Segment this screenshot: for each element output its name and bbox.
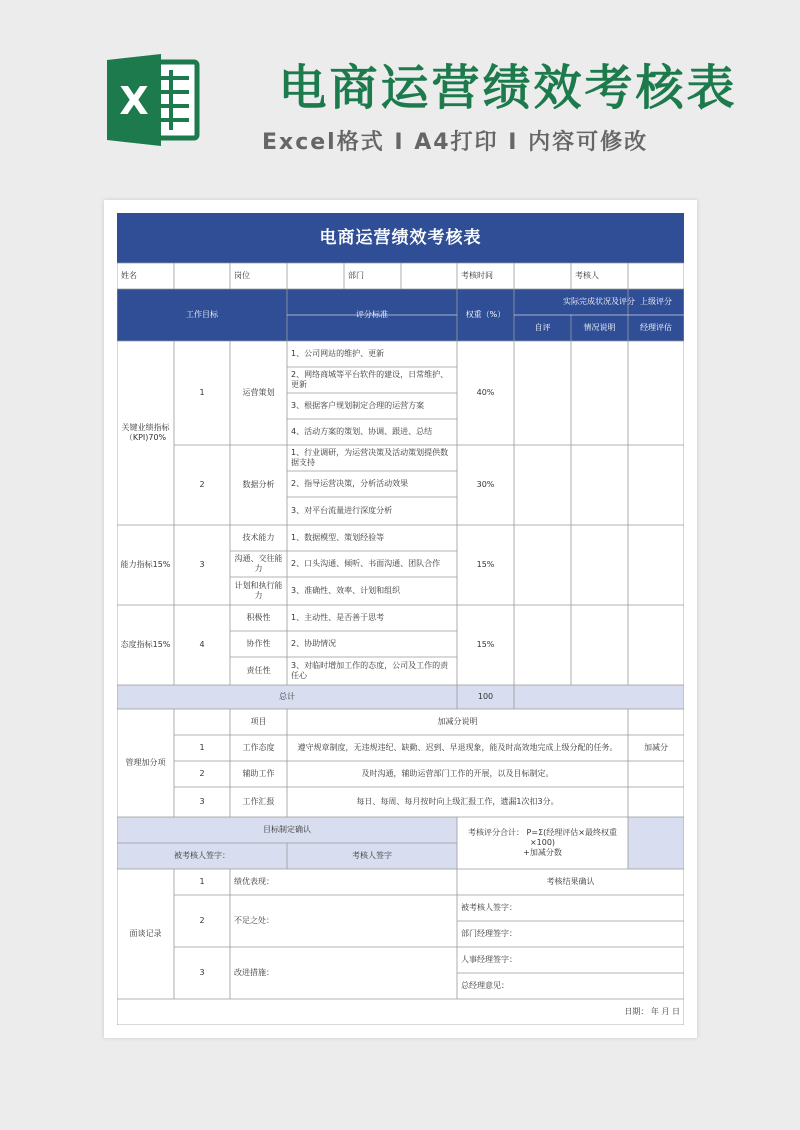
ability-no: 3 bbox=[199, 560, 205, 569]
hr-manager-sign-field: 人事经理签字： bbox=[461, 955, 517, 964]
ability-item-name: 技术能力 bbox=[242, 533, 275, 542]
bonus-label: 管理加分项 bbox=[125, 758, 166, 767]
sheet-title: 电商运营绩效考核表 bbox=[319, 228, 482, 248]
criteria-header: 评分标准 bbox=[356, 310, 388, 319]
ability-weight: 15% bbox=[476, 560, 495, 569]
criteria-item: 3、根据客户规划制定合理的运营方案 bbox=[291, 401, 425, 410]
bonus-item-name: 工作态度 bbox=[242, 743, 275, 752]
score-formula: 考核评分合计： P=Σ(经理评估×最终权重×100) +加减分数 bbox=[468, 828, 617, 857]
ability-label: 能力指标15% bbox=[120, 560, 171, 569]
attitude-label: 态度指标15% bbox=[120, 640, 171, 649]
logo-letter: X bbox=[119, 79, 149, 123]
gm-opinion-field: 总经理意见： bbox=[461, 981, 509, 990]
total-label: 总计 bbox=[279, 692, 295, 701]
kpi-item-no: 2 bbox=[199, 480, 205, 489]
post-label: 岗位 bbox=[234, 271, 250, 280]
ability-item-name: 沟通、交往能力 bbox=[234, 554, 283, 573]
dept-manager-sign-field: 部门经理签字： bbox=[461, 929, 517, 938]
situation-header: 情况说明 bbox=[583, 323, 616, 332]
attitude-item-name: 积极性 bbox=[246, 613, 271, 622]
superior-header: 上级评分 bbox=[640, 297, 672, 306]
self-header: 自评 bbox=[534, 323, 551, 332]
page-title: 电商运营绩效考核表 bbox=[278, 60, 738, 116]
total-value: 100 bbox=[477, 692, 494, 701]
interview-row-text: 绩优表现： bbox=[234, 877, 274, 886]
date-label: 日期： 年 月 日 bbox=[624, 1007, 680, 1016]
assessment-sheet bbox=[117, 213, 684, 1025]
interview-row-text: 不足之处： bbox=[234, 916, 274, 925]
bonus-score-header: 加减分 bbox=[644, 743, 668, 752]
interview-row-text: 改进措施： bbox=[234, 968, 274, 977]
bonus-item-no: 3 bbox=[199, 797, 205, 806]
page-subtitle: Excel格式 I A4打印 I 内容可修改 bbox=[262, 130, 649, 155]
examinee-sign-label: 被考核人签字： bbox=[174, 851, 230, 860]
interview-label: 面谈记录 bbox=[129, 929, 162, 938]
bonus-desc-header: 加减分说明 bbox=[437, 717, 478, 726]
criteria-item: 4、活动方案的策划、协调、跟进、总结 bbox=[291, 427, 433, 436]
attitude-item-name: 责任性 bbox=[246, 666, 271, 675]
criteria-item: 2、网络商城等平台软件的建设，日常维护、更新 bbox=[291, 370, 449, 389]
attitude-no: 4 bbox=[199, 640, 205, 649]
name-label: 姓名 bbox=[121, 271, 137, 280]
bonus-item-desc: 遵守规章制度，无违规违纪、缺勤、迟到、早退现象，能及时高效地完成上级分配的任务。 bbox=[297, 743, 618, 752]
kpi-item-weight: 30% bbox=[476, 480, 495, 489]
criteria-item: 2、协助情况 bbox=[291, 639, 337, 648]
interview-row-no: 2 bbox=[199, 916, 205, 925]
weight-header: 权重（%） bbox=[465, 310, 506, 319]
bonus-item-desc: 每日、每周、每月按时向上级汇报工作，遗漏1次扣3分。 bbox=[356, 797, 559, 806]
criteria-item: 1、行业调研，为运营决策及活动策划提供数据支持 bbox=[291, 448, 449, 467]
check-time-label: 考核时间 bbox=[461, 271, 493, 280]
actual-header: 实际完成状况及评分 bbox=[563, 297, 635, 306]
criteria-item: 2、指导运营决策，分析活动效果 bbox=[291, 479, 409, 488]
attitude-item-name: 协作性 bbox=[246, 639, 271, 648]
goal-header: 工作目标 bbox=[186, 310, 218, 319]
interview-row-no: 1 bbox=[199, 877, 205, 886]
examinee-sign-field: 被考核人签字： bbox=[461, 903, 517, 912]
kpi-item-weight: 40% bbox=[476, 388, 495, 397]
manager-header: 经理评估 bbox=[640, 323, 672, 332]
ability-item-name: 计划和执行能力 bbox=[234, 581, 283, 600]
criteria-item: 3、对平台流量进行深度分析 bbox=[291, 506, 393, 515]
bonus-item-no: 2 bbox=[199, 769, 205, 778]
bonus-item-header: 项目 bbox=[250, 717, 267, 726]
bonus-item-name: 辅助工作 bbox=[242, 769, 275, 778]
examiner-sign-label: 考核人签字 bbox=[352, 851, 392, 860]
bonus-item-name: 工作汇报 bbox=[242, 797, 275, 806]
goal-confirm-label: 目标制定确认 bbox=[263, 825, 311, 834]
dept-label: 部门 bbox=[348, 271, 364, 280]
excel-logo-icon bbox=[103, 50, 203, 150]
criteria-item: 3、对临时增加工作的态度，公司及工作的责任心 bbox=[291, 661, 449, 680]
bonus-item-no: 1 bbox=[199, 743, 205, 752]
bonus-item-desc: 及时沟通，辅助运营部门工作的开展，以及目标制定。 bbox=[361, 769, 554, 778]
checker-label: 考核人 bbox=[575, 271, 599, 280]
criteria-item: 1、主动性、是否善于思考 bbox=[291, 613, 385, 622]
criteria-item: 2、口头沟通、倾听、书面沟通、团队合作 bbox=[291, 559, 441, 568]
interview-row-no: 3 bbox=[199, 968, 205, 977]
kpi-item-name: 数据分析 bbox=[242, 480, 275, 489]
criteria-item: 1、公司网站的维护、更新 bbox=[291, 349, 385, 358]
attitude-weight: 15% bbox=[476, 640, 495, 649]
kpi-item-no: 1 bbox=[199, 388, 205, 397]
kpi-label: 关键业绩指标（KPI)70% bbox=[121, 423, 170, 442]
criteria-item: 1、数据模型、策划经验等 bbox=[291, 533, 385, 542]
kpi-item-name: 运营策划 bbox=[242, 388, 275, 397]
criteria-item: 3、准确性、效率、计划和组织 bbox=[291, 586, 401, 595]
result-confirm-title: 考核结果确认 bbox=[546, 877, 595, 886]
